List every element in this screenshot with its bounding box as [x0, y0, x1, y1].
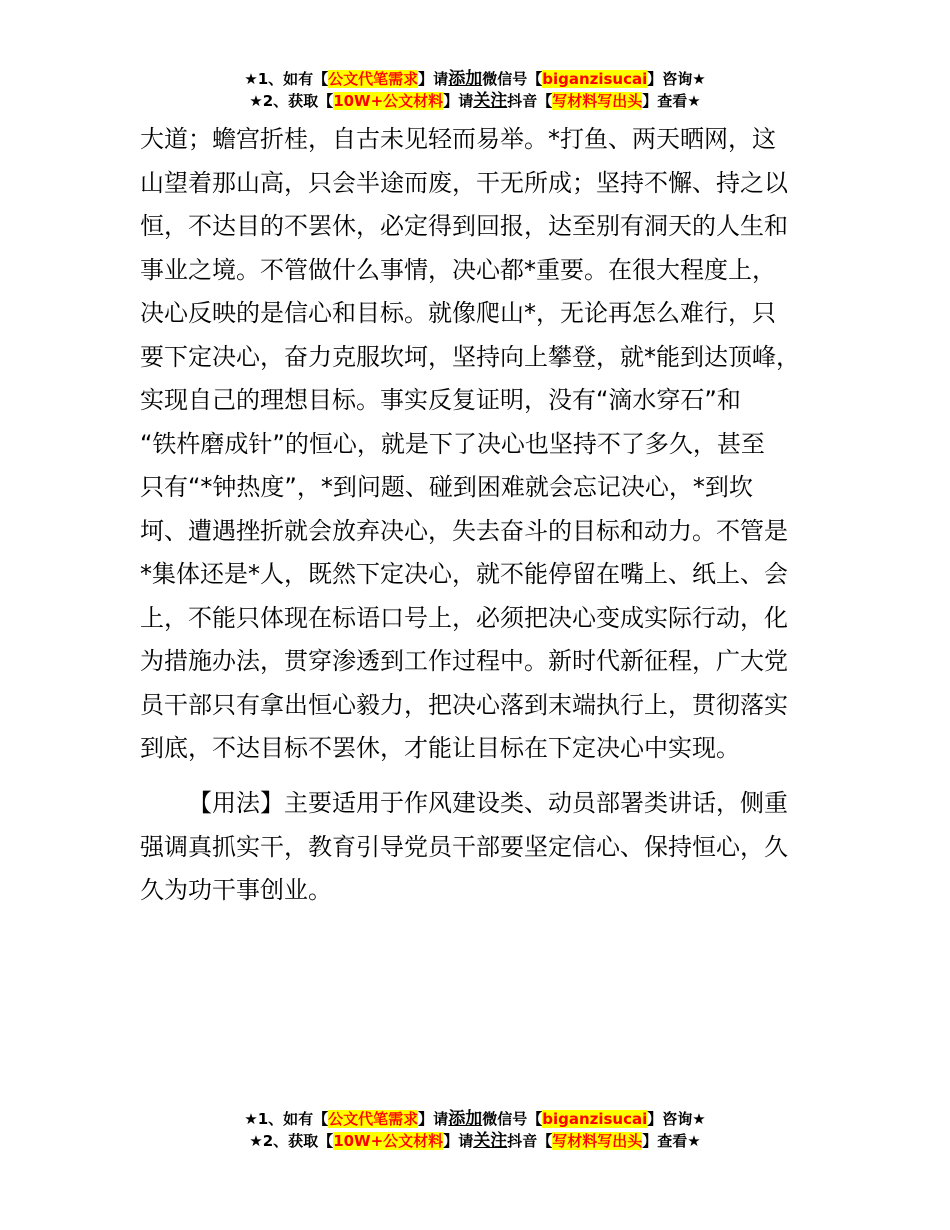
banner-line-1 [0, 68, 950, 90]
body-line: 员干部只有拿出恒心毅力，把决心落到末端执行上，贯彻落实 [140, 690, 788, 719]
body-line: “铁杵磨成针”的恒心，就是下了决心也坚持不了多久，甚至 [140, 429, 765, 458]
footer-line-2 [0, 1130, 950, 1152]
body-line: 实现自己的理想目标。事实反复证明，没有“滴水穿石”和 [140, 386, 741, 414]
footer-text: 】请 [418, 1110, 449, 1128]
body-line: 到底，不达目标不罢休，才能让目标在下定决心中实现。 [140, 734, 740, 762]
body-line: 大道；蟾宫折桂，自古未见轻而易举。*打鱼、两天晒网，这 [140, 125, 776, 153]
body-paragraph [140, 118, 812, 771]
body-line: 上，不能只体现在标语口号上，必须把决心变成实际行动，化 [140, 603, 788, 632]
body-line: 只有“*钟热度”，*到问题、碰到困难就会忘记决心，*到坎 [140, 473, 753, 501]
body-line: 事业之境。不管做什么事情，决心都*重要。在很大程度上， [140, 255, 776, 284]
usage-paragraph [140, 782, 812, 913]
footer-text: ★1、如有【 [244, 1110, 329, 1128]
banner-line-2 [0, 90, 950, 112]
banner-text: ★1、如有【 [244, 70, 329, 88]
footer-text: 】咨询★ [647, 1110, 706, 1128]
banner-text: 】咨询★ [647, 70, 706, 88]
banner-underline: 关注 [473, 91, 508, 111]
footer-text: ★2、获取【 [249, 1132, 334, 1150]
footer-text: 】请 [443, 1132, 474, 1150]
header-banner [0, 68, 950, 112]
footer-highlight: biganzisucai [542, 1110, 648, 1128]
footer-highlight: 10W+公文材料 [333, 1132, 444, 1150]
body-line: 山望着那山高，只会半途而废，干无所成；坚持不懈、持之以 [140, 168, 788, 197]
body-line: 恒，不达目的不罢休，必定得到回报，达至别有洞天的人生和 [140, 212, 788, 240]
footer-underline: 关注 [473, 1131, 508, 1151]
banner-text: 】请 [418, 70, 449, 88]
footer-highlight: 写材料写出头 [552, 1132, 643, 1150]
footer-text: 】查看★ [642, 1132, 701, 1150]
banner-highlight: 10W+公文材料 [333, 92, 444, 110]
banner-text: 】请 [443, 92, 474, 110]
body-line: 决心反映的是信心和目标。就像爬山*，无论再怎么难行，只 [140, 299, 776, 327]
footer-line-1 [0, 1108, 950, 1130]
banner-underline: 添加 [448, 69, 483, 89]
body-line: 为措施办法，贯穿渗透到工作过程中。新时代新征程，广大党 [140, 647, 788, 675]
footer-text: 微信号【 [482, 1110, 543, 1128]
body-line: 要下定决心，奋力克服坎坷，坚持向上攀登，就*能到达顶峰， [140, 342, 800, 371]
banner-text: 微信号【 [482, 70, 543, 88]
footer-highlight: 公文代笔需求 [328, 1110, 419, 1128]
footer-text: 抖音【 [507, 1132, 553, 1150]
banner-highlight: biganzisucai [542, 70, 648, 88]
body-line: 坷、遭遇挫折就会放弃决心，失去奋斗的目标和动力。不管是 [140, 516, 788, 545]
banner-highlight: 公文代笔需求 [328, 70, 419, 88]
banner-text: 】查看★ [642, 92, 701, 110]
footer-underline: 添加 [448, 1109, 483, 1129]
usage-line: 久为功干事创业。 [140, 876, 332, 904]
banner-highlight: 写材料写出头 [552, 92, 643, 110]
usage-line: 【用法】主要适用于作风建设类、动员部署类讲话，侧重 [188, 789, 788, 817]
banner-text: ★2、获取【 [249, 92, 334, 110]
body-line: *集体还是*人，既然下定决心，就不能停留在嘴上、纸上、会 [140, 560, 788, 588]
usage-line: 强调真抓实干，教育引导党员干部要坚定信心、保持恒心，久 [140, 832, 788, 861]
footer-banner [0, 1108, 950, 1152]
banner-text: 抖音【 [507, 92, 553, 110]
